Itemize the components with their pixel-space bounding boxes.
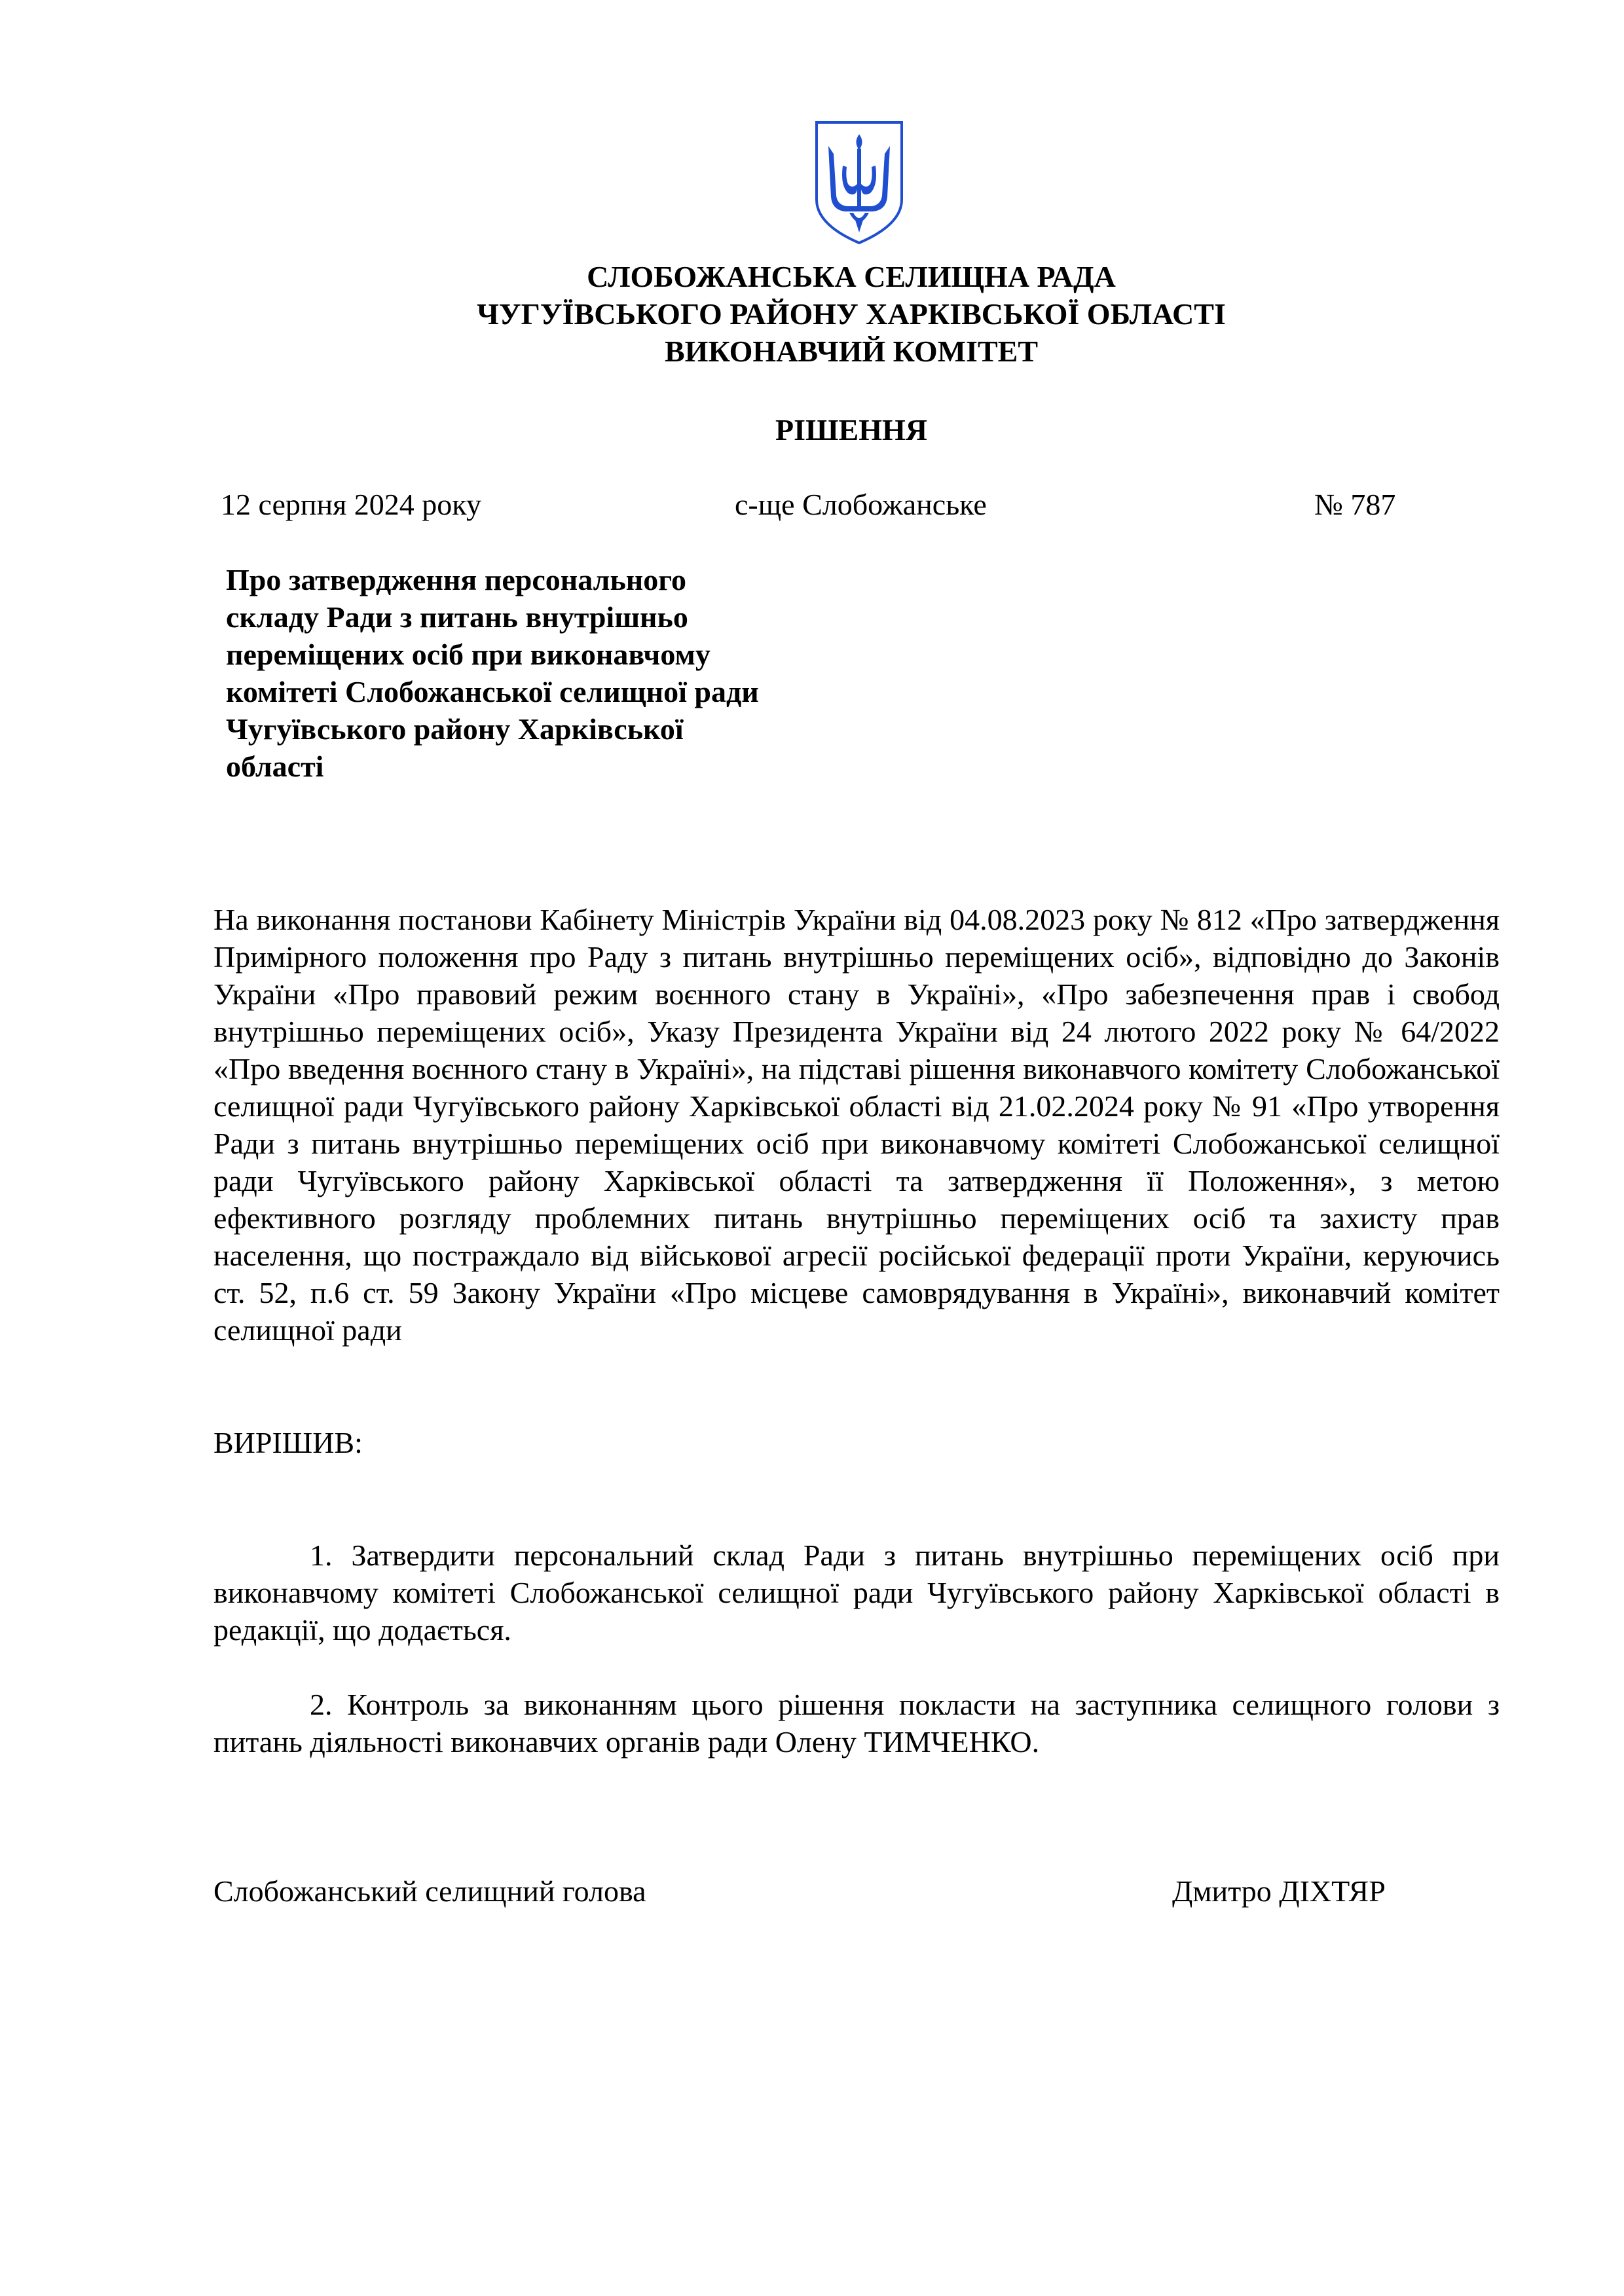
committee-name: ВИКОНАВЧИЙ КОМІТЕТ — [664, 335, 1038, 368]
document-type: РІШЕННЯ — [775, 413, 927, 446]
coat-of-arms-icon — [814, 120, 904, 246]
resolution-item-2: 2. Контроль за виконанням цього рішення покласти на заступника селищного голови з питань діяльності виконавчих органів ради Олену ТИМЧЕНКО. — [213, 1688, 1500, 1758]
decision-date: 12 серпня 2024 року — [221, 488, 481, 521]
resolved-heading: ВИРІШИВ: — [213, 1426, 363, 1459]
signatory-position: Слобожанський селищний голова — [213, 1874, 646, 1908]
preamble-paragraph: На виконання постанови Кабінету Міністрів України від 04.08.2023 року № 812 «Про затвердження Примірного положення про Раду з питань внутрішньо переміщених осіб», відповідно до Законів України «Про правовий режим воєнного стану в Україні», «Про забезпечення прав і свобод внутрішньо переміщених осіб», Указу Президента України від 24 лютого 2022 року № 64/2022 «Про введення воєнного стану в Україні», на підставі рішення виконавчого комітету Слобожанської селищної ради Чугуївського району Харківської області від 21.02.2024 року № 91 «Про утворення Ради з питань внутрішньо переміщених осіб при виконавчому комітеті Слобожанської селищної ради Чугуївського району Харківської області та затвердження її Положення», з метою ефективного розгляду проблемних питань внутрішньо переміщених осіб та захисту прав населення, що постраждало від військової агресії російської федерації проти України, керуючись ст. 52, п.6 ст. 59 Закону України «Про місцеве самоврядування в Україні», виконавчий комітет селищної ради — [213, 903, 1500, 1347]
council-name: СЛОБОЖАНСЬКА СЕЛИЩНА РАДА — [587, 260, 1116, 293]
resolution-item-1: 1. Затвердити персональний склад Ради з питань внутрішньо переміщених осіб при виконавчому комітеті Слобожанської селищної ради Чугуївського району Харківської області в редакції, що додається. — [213, 1539, 1500, 1647]
decision-place: с-ще Слобожанське — [735, 488, 987, 521]
district-name: ЧУГУЇВСЬКОГО РАЙОНУ ХАРКІВСЬКОЇ ОБЛАСТІ — [477, 297, 1226, 331]
decision-subject: Про затвердження персонального складу Ради з питань внутрішньо переміщених осіб при виконавчому комітеті Слобожанської селищної ради Чугуївського району Харківської області — [226, 563, 759, 783]
decision-number: № 787 — [1314, 488, 1396, 521]
signatory-name: Дмитро ДІХТЯР — [1172, 1874, 1386, 1908]
